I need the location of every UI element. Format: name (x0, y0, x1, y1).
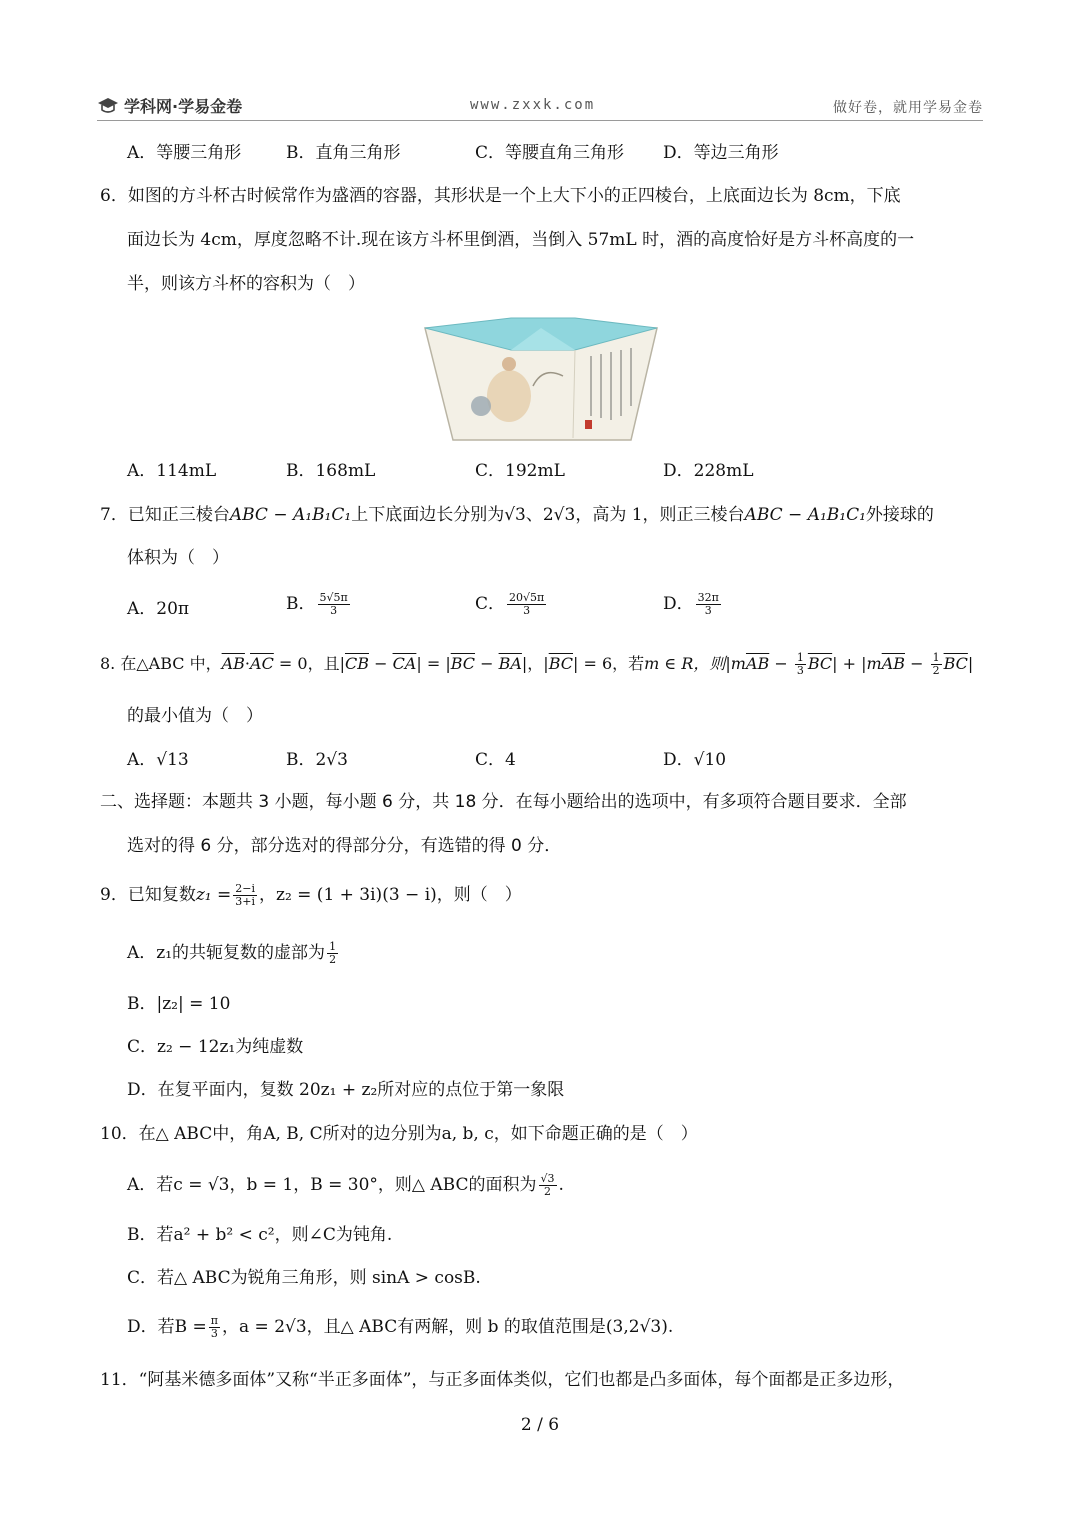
site-url: www.zxxk.com (470, 97, 596, 113)
q10-option-a: A．若c = √3，b = 1，B = 30°，则△ ABC的面积为 $\frac{√3}{2}$ . (127, 1172, 564, 1198)
q6-option-d: D．228mL (663, 461, 754, 481)
logo-text: 学科网·学易金卷 (124, 97, 243, 116)
q10-option-b: B．若a² + b² < c²，则∠C为钝角. (127, 1225, 393, 1245)
q11-stem-line1: 11．“阿基米德多面体”又称“半正多面体”，与正多面体类似，它们也都是凸多面体，每个面都是正多边形， (100, 1370, 905, 1390)
q9-stem: 9．已知复数z₁ = $\frac{2-i}{3+i}$ ，z₂ = (1 + 3i)(3 − i)，则（ ） (100, 882, 522, 908)
q6-option-a: A．114mL (127, 461, 217, 481)
q9-option-c: C．z₂ − 12z₁为纯虚数 (127, 1037, 304, 1057)
q7-stem-line2: 体积为（ ） (127, 548, 229, 568)
section2-heading-line1: 二、选择题：本题共 3 小题，每小题 6 分，共 18 分．在每小题给出的选项中，有多项符合题目要求．全部 (100, 792, 907, 812)
q10-option-d: D．若B = $\frac{\pi}{3}$ ，a = 2√3，且△ ABC有两解，则 b 的取值范围是(3,2√3). (127, 1314, 674, 1340)
q8-stem-line1: 8. 在△ABC 中，$\overline{AB}\cdot\overline{AC} = 0$，且$|\overline{CB} - \overline{CA}| = |\overline{BC} - \overline{BA}|$，$|\overline{BC}| = 6$，若m ∈ R，则$|m\overline{AB}$ − $\frac{1}{3}$ $\overline{BC}| + |m\overline{AB}$ − $\frac{1}{2}$ $\overline{BC}|$ (100, 651, 974, 677)
q7-option-d: D． $\frac{32\pi}{3}$ (663, 591, 719, 617)
q10-option-c: C．若△ ABC为锐角三角形，则 sinA > cosB. (127, 1268, 481, 1288)
graduation-cap-icon (97, 97, 119, 115)
q8-stem-line2: 的最小值为（ ） (127, 706, 263, 726)
q8-option-c: C．4 (475, 750, 516, 770)
q10-stem: 10．在△ ABC中，角A, B, C所对的边分别为a, b, c，如下命题正确的是（ ） (100, 1124, 698, 1144)
square-cup-image (423, 316, 659, 444)
q8-option-d: D．√10 (663, 750, 727, 770)
q6-stem-line3: 半，则该方斗杯的容积为（ ） (127, 274, 365, 294)
q7-option-c: C． $\frac{20√5\pi}{3}$ (475, 591, 545, 617)
q6-option-c: C．192mL (475, 461, 565, 481)
q7-option-b: B． $\frac{5√5\pi}{3}$ (286, 591, 348, 617)
q5-option-a: A．等腰三角形 (127, 143, 242, 163)
q8-option-b: B．2√3 (286, 750, 348, 770)
q6-stem-line2: 面边长为 4cm，厚度忽略不计.现在该方斗杯里倒酒，当倒入 57mL 时，酒的高度恰好是方斗杯高度的一 (127, 230, 915, 250)
q5-option-c: C．等腰直角三角形 (475, 143, 625, 163)
q5-option-d: D．等边三角形 (663, 143, 779, 163)
q9-option-b: B．|z₂| = 10 (127, 994, 231, 1014)
q7-stem-line1: 7．已知正三棱台ABC − A₁B₁C₁上下底面边长分别为√3、2√3，高为 1，则正三棱台ABC − A₁B₁C₁外接球的 (100, 505, 934, 525)
section2-heading-line2: 选对的得 6 分，部分选对的得部分分，有选错的得 0 分． (127, 836, 562, 856)
brand-logo (97, 94, 242, 117)
header-slogan: 做好卷，就用学易金卷 (833, 100, 983, 116)
page-number: 2 / 6 (520, 1415, 560, 1435)
q9-option-d: D．在复平面内，复数 20z₁ + z₂所对应的点位于第一象限 (127, 1080, 565, 1100)
q9-option-a: A．z₁的共轭复数的虚部为 $\frac{1}{2}$ (127, 940, 337, 966)
q5-option-b: B．直角三角形 (286, 143, 401, 163)
page-header (97, 94, 983, 121)
q6-option-b: B．168mL (286, 461, 376, 481)
q6-stem-line1: 6．如图的方斗杯古时候常作为盛酒的容器，其形状是一个上大下小的正四棱台，上底面边长为 8cm，下底 (100, 186, 901, 206)
q7-option-a: A．20π (127, 599, 190, 619)
q8-option-a: A．√13 (127, 750, 189, 770)
